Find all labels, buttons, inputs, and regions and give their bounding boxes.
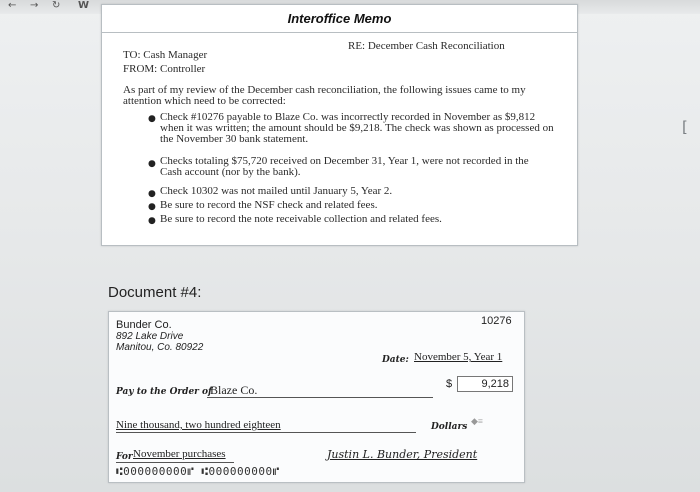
back-arrow-icon[interactable]: ← [8, 0, 17, 11]
memo-bullet-line: the November 30 bank statement. [160, 133, 309, 145]
bracket-icon: [ [682, 118, 688, 136]
document-label: Document #4: [108, 284, 202, 301]
pay-to-label: Pay to the Order of [116, 387, 212, 397]
memo-intro-line: As part of my review of the December cash reconciliation, the following issues came to my [123, 84, 526, 96]
dollars-label: Dollars [431, 422, 468, 432]
interoffice-memo [101, 4, 578, 246]
refresh-icon[interactable]: ↻ [52, 0, 61, 11]
memo-bullet-line: Be sure to record the note receivable collection and related fees. [160, 213, 442, 225]
bullet-icon: ● [148, 216, 156, 226]
app-logo-icon: W [78, 0, 90, 11]
memo-bullet-line: Be sure to record the NSF check and related fees. [160, 199, 378, 211]
signature: Justin L. Bunder, President [327, 448, 478, 461]
memo-intro-line: attention which need to be corrected: [123, 95, 286, 107]
memo-bullet-line: Check 10302 was not mailed until January 5, Year 2. [160, 185, 393, 197]
payer-name: Bunder Co. [116, 319, 172, 331]
bullet-icon: ● [148, 202, 156, 212]
memo-value: November purchases [133, 448, 226, 460]
forward-arrow-icon[interactable]: → [30, 0, 39, 11]
memo-from: FROM: Controller [123, 63, 206, 75]
lock-icon: ◆≡ [471, 416, 483, 426]
bullet-icon: ● [148, 114, 156, 124]
payer-address-line1: 892 Lake Drive [116, 331, 184, 342]
memo-line [116, 462, 234, 463]
amount-words-line [116, 432, 416, 433]
memo-bullet-line: Cash account (nor by the bank). [160, 166, 301, 178]
micr-line: ⑆000000000⑈ ⑆000000000⑈ [116, 465, 280, 478]
check-document [108, 311, 525, 483]
memo-bullet-line: Checks totaling $75,720 received on December 31, Year 1, were not recorded in the [160, 155, 529, 167]
bullet-icon: ● [148, 189, 156, 199]
payer-address-line2: Manitou, Co. 80922 [116, 342, 204, 353]
memo-label: For [116, 452, 133, 462]
memo-title: Interoffice Memo [287, 11, 392, 26]
amount-box: 9,218 [457, 376, 513, 392]
check-number: 10276 [481, 315, 512, 327]
memo-re: RE: December Cash Reconciliation [348, 40, 505, 52]
amount-words: Nine thousand, two hundred eighteen [116, 419, 281, 431]
bullet-icon: ● [148, 159, 156, 169]
memo-bullet-line: when it was written; the amount should be $9,218. The check was shown as processed on [160, 122, 554, 134]
payee-line [207, 397, 433, 398]
check-date: November 5, Year 1 [414, 351, 503, 363]
payee-name: Blaze Co. [210, 383, 258, 397]
memo-to: TO: Cash Manager [123, 49, 208, 61]
memo-bullet-line: Check #10276 payable to Blaze Co. was incorrectly recorded in November as $9,812 [160, 111, 536, 123]
date-label: Date: [382, 355, 409, 365]
currency-symbol: $ [446, 378, 453, 390]
